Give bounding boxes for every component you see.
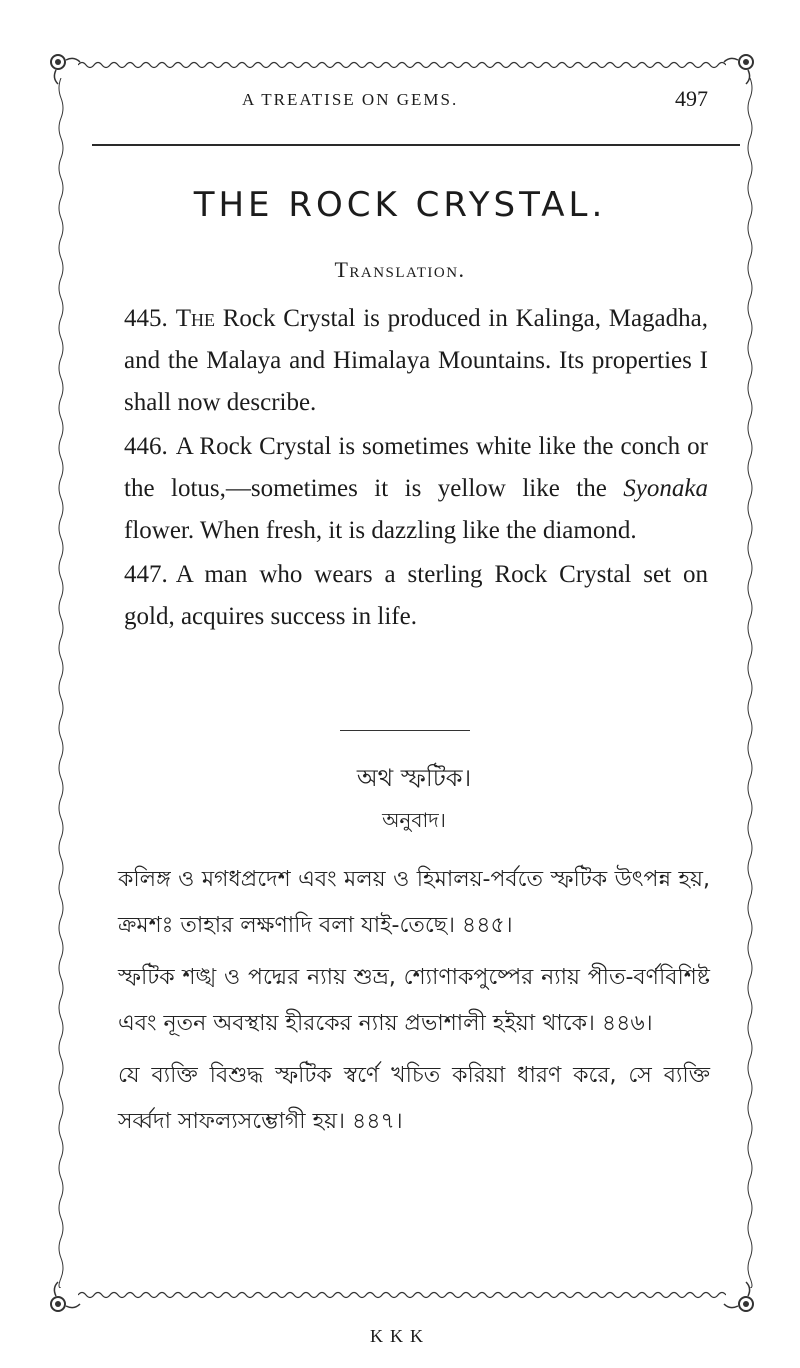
bengali-paragraph: স্ফটিক শঙ্খ ও পদ্মের ন্যায় শুভ্র, শ্যোণাকপুষ্পের ন্যায় পীত-বর্ণবিশিষ্ট এবং নূতন অবস্থায় হীরকের ন্যায় প্রভাশালী হইয়া থাকে। ৪৪৬। xyxy=(118,965,710,1036)
bengali-paragraph: কলিঙ্গ ও মগধপ্রদেশ এবং মলয় ও হিমালয়-পর্বতে স্ফটিক উৎপন্ন হয়, ক্রমশঃ তাহার লক্ষণাদি বলা যাই-তেছে। ৪৪৫। xyxy=(118,867,710,938)
signature-mark: KKK xyxy=(370,1326,430,1346)
bengali-title: অথ স্ফটিক। xyxy=(356,764,472,792)
corner-ornament-icon xyxy=(722,1280,756,1314)
paragraph-number: 445. xyxy=(124,305,168,332)
corner-ornament-icon xyxy=(722,52,756,86)
page-number: 497 xyxy=(675,86,708,111)
paragraph-lead: The xyxy=(175,305,216,332)
paragraph-text: Rock Crystal is produced in Kalinga, Magadha, and the Malaya and Himalaya Mountains. Its properties I shall now describe. xyxy=(124,305,708,416)
top-wavy-border xyxy=(78,60,726,70)
paragraph-447 xyxy=(124,554,708,638)
translation-body xyxy=(124,298,708,638)
paragraph-number: 447. xyxy=(124,561,168,588)
paragraph-text: flower. When fresh, it is dazzling like the diamond. xyxy=(124,517,637,544)
paragraph-number: 446. xyxy=(124,433,168,460)
paragraph-text: A man who wears a sterling Rock Crystal set on gold, acquires success in life. xyxy=(124,561,708,630)
running-head xyxy=(118,86,708,120)
section-divider xyxy=(340,730,470,731)
bengali-paragraph: যে ব্যক্তি বিশুদ্ধ স্ফটিক স্বর্ণে খচিত করিয়া ধারণ করে, সে ব্যক্তি সর্ব্বদা সাফল্যসম্ভোগী হয়। ৪৪৭। xyxy=(118,1063,710,1134)
paragraph-text: A Rock Crystal is sometimes white like the conch or the lotus,—sometimes it is yellow like the xyxy=(124,433,708,502)
section-heading: Translation. xyxy=(334,257,466,282)
paragraph-445 xyxy=(124,298,708,424)
running-title: A TREATISE ON GEMS. xyxy=(242,90,459,109)
paragraph-446 xyxy=(124,426,708,552)
bengali-subtitle: অনুবাদ। xyxy=(382,808,446,832)
bengali-section xyxy=(118,760,710,1151)
italic-term: Syonaka xyxy=(623,475,708,502)
corner-ornament-icon xyxy=(48,1280,82,1314)
chapter-title: THE ROCK CRYSTAL. xyxy=(193,185,607,225)
bottom-wavy-border xyxy=(78,1290,726,1300)
header-rule xyxy=(92,144,740,146)
corner-ornament-icon xyxy=(48,52,82,86)
